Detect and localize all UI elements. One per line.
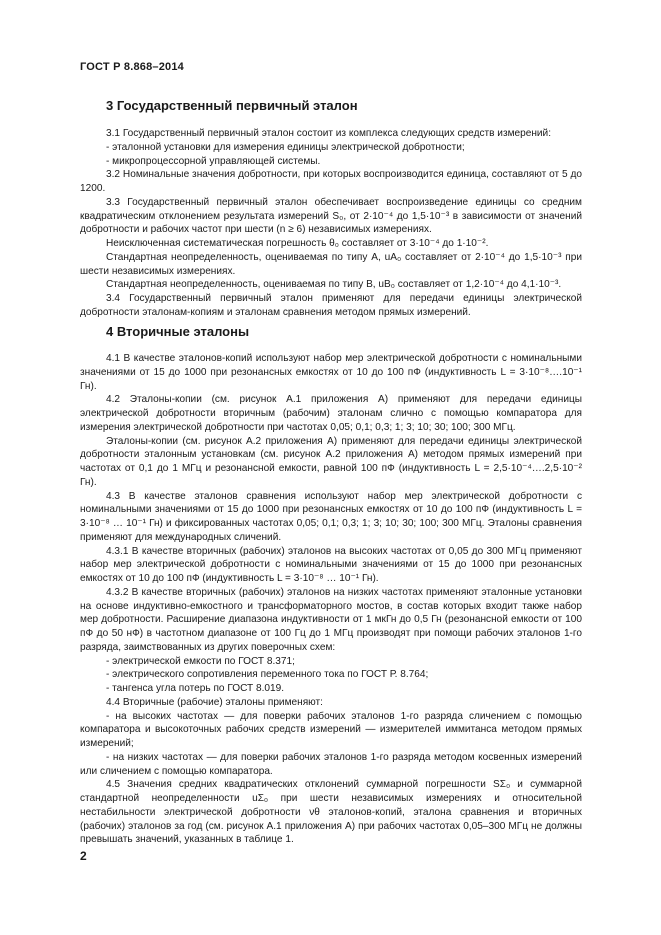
list-item: - микропроцессорной управляющей системы. — [106, 155, 321, 167]
section-4-heading: 4 Вторичные эталоны — [106, 324, 250, 339]
paragraph: 4.3.1 В качестве вторичных (рабочих) эталонов на высоких частотах от 0,05 до 300 МГц применяют набор мер электрической добротности с номинальными значениями от 15 до 1000 при резонансных емкостях от 10 до 100 пФ (индуктивность L = 3·10⁻⁸ … 10⁻¹ Гн). — [80, 545, 582, 584]
paragraph: 4.3.2 В качестве вторичных (рабочих) эталонов на низких частотах применяют эталонные установки на основе индуктивно-емкостного и трансформаторного мостов, в состав которых входит также набор мер добротности. Расширение диапазона индуктивности от 1 мкГн до 0,5 Гн (резонансной емкости от 100 пФ до 50 нФ) в частотном диапазоне от 100 Гц до 1 МГц производят при помощи рабочих эталонов 1-го разряда, заимствованных из других поверочных схем: — [80, 586, 582, 653]
list-item: - электрической емкости по ГОСТ 8.371; — [106, 655, 295, 667]
paragraph: 4.5 Значения средних квадратических отклонений суммарной погрешности SΣ₀ и суммарной стандартной неопределенности uΣ₀ при шести независимых измерениях и относительной нестабильности электрической добротности νθ эталонов-копий, эталона сравнения и вторичных (рабочих) эталонов за год (см. рисунок А.1 приложения А) при рабочих частотах 0,05–300 МГц не должны превышать значений, указанных в таблице 1. — [80, 779, 582, 846]
paragraph: 4.3 В качестве эталонов сравнения используют набор мер электрической добротности с номинальными значениями от 15 до 1000 при резонансных емкостях от 10 до 100 пФ (индуктивность L = 3·10⁻⁸ … 10⁻¹ Гн) и фиксированных частотах 0,05; 0,1; 0,3; 1; 3; 10; 30; 100; 300 МГц. Эталоны сравнения применяют для международных сличений. — [80, 490, 582, 543]
document-header: ГОСТ Р 8.868–2014 — [80, 61, 185, 73]
section-4-body — [80, 352, 582, 847]
paragraph: Неисключенная систематическая погрешность θ₀ составляет от 3·10⁻⁴ до 1·10⁻². — [106, 238, 489, 249]
list-item: - на высоких частотах — для поверки рабочих эталонов 1-го разряда сличением с помощью компаратора и высокоточных рабочих средств измерений — измерителей иммитанса методом прямых измерений; — [80, 710, 582, 749]
paragraph: 4.4 Вторичные (рабочие) эталоны применяют: — [106, 696, 323, 708]
section-3-body — [80, 127, 582, 320]
section-3-heading: 3 Государственный первичный эталон — [106, 98, 358, 113]
paragraph: 3.2 Номинальные значения добротности, при которых воспроизводится единица, составляют от 5 до 1200. — [80, 169, 582, 194]
paragraph: 4.2 Эталоны-копии (см. рисунок А.1 приложения А) применяют для передачи единицы электрической добротности вторичным (рабочим) эталонам слично с помощью компаратора для измерения электрической добротности при частотах 0,05; 0,1; 0,3; 1; 3; 10; 30; 100; 300 МГц. — [80, 394, 582, 433]
list-item: - тангенса угла потерь по ГОСТ 8.019. — [106, 683, 285, 694]
page-number: 2 — [80, 849, 87, 863]
paragraph: 4.1 В качестве эталонов-копий используют набор мер электрической добротности с номинальными значениями от 15 до 1000 при резонансных емкостях от 10 до 100 пФ (индуктивность L = 3·10⁻⁸….10⁻¹ Гн). — [80, 353, 582, 392]
list-item: - эталонной установки для измерения единицы электрической добротности; — [106, 141, 465, 153]
paragraph: Стандартная неопределенность, оцениваемая по типу В, uB₀ составляет от 1,2·10⁻⁴ до 4,1·10⁻³. — [106, 279, 562, 291]
paragraph: Стандартная неопределенность, оцениваемая по типу А, uA₀ составляет от 2·10⁻⁴ до 1,5·10⁻³ при шести независимых измерениях. — [80, 251, 582, 277]
paragraph: 3.4 Государственный первичный эталон применяют для передачи единицы электрической добротности эталонам-копиям и эталонам сравнения методом прямых измерений. — [80, 293, 582, 318]
list-item: - на низких частотах — для поверки рабочих эталонов 1-го разряда методом косвенных измерений или сличением с помощью компаратора. — [80, 751, 582, 777]
paragraph: 3.1 Государственный первичный эталон состоит из комплекса следующих средств измерений: — [106, 128, 552, 139]
paragraph: Эталоны-копии (см. рисунок А.2 приложения А) применяют для передачи единицы электрической добротности эталонным установкам (см. рисунок А.2 приложения А) методом прямых измерений при частотах от 0,1 до 1 МГц и резонансной емкости, равной 100 пФ (индуктивность L = 2,5·10⁻⁴….2,5·10⁻² Гн). — [80, 435, 582, 488]
list-item: - электрического сопротивления переменного тока по ГОСТ Р. 8.764; — [106, 669, 429, 681]
paragraph: 3.3 Государственный первичный эталон обеспечивает воспроизведение единицы со средним квадратическим отклонением результата измерений S₀, от 2·10⁻⁴ до 1,5·10⁻³ в зависимости от значений добротности и рабочих частот при шести (n ≥ 6) независимых измерениях. — [80, 196, 582, 236]
